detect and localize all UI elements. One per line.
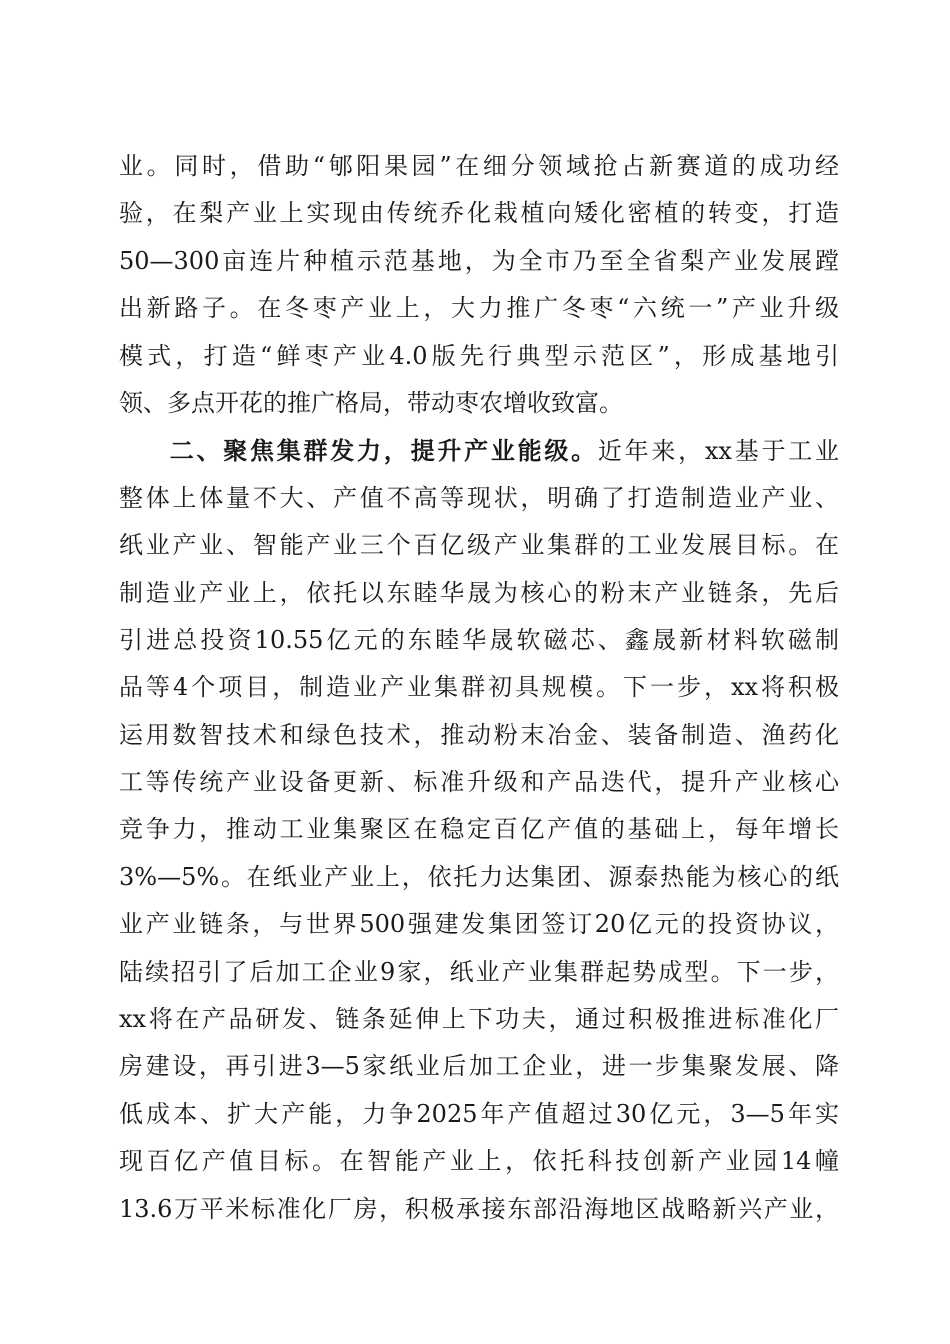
paragraph-2	[119, 427, 839, 1233]
text-line: 制造业产业上，依托以东睦华晟为核心的粉末产业链条，先后	[119, 578, 839, 607]
text-line: 品等4个项目，制造业产业集群初具规模。下一步，xx将积极	[119, 673, 839, 702]
paragraph-2-first-line	[119, 427, 839, 474]
text-line: 运用数智技术和绿色技术，推动粉末冶金、装备制造、渔药化	[119, 720, 839, 749]
text-line: 整体上体量不大、产值不高等现状，明确了打造制造业产业、	[119, 483, 839, 512]
text-line: 引进总投资10.55亿元的东睦华晟软磁芯、鑫晟新材料软磁制	[119, 625, 839, 654]
section-heading: 二、聚焦集群发力，提升产业能级。	[167, 436, 598, 466]
document-body	[119, 143, 839, 1233]
text-line: 竞争力，推动工业集聚区在稳定百亿产值的基础上，每年增长	[119, 815, 839, 844]
text-line: 领、多点开花的推广格局，带动枣农增收致富。	[119, 388, 623, 417]
text-line: 验，在梨产业上实现由传统乔化栽植向矮化密植的转变，打造	[119, 199, 839, 228]
text-line: 纸业产业、智能产业三个百亿级产业集群的工业发展目标。在	[119, 531, 839, 560]
text-line: 陆续招引了后加工企业9家，纸业产业集群起势成型。下一步，	[119, 957, 839, 986]
text-line: 业产业链条，与世界500强建发集团签订20亿元的投资协议，	[119, 910, 839, 939]
paragraph-1	[119, 143, 839, 427]
text-line: 模式，打造“鲜枣产业4.0版先行典型示范区”，形成基地引	[119, 341, 839, 370]
text-line: 房建设，再引进3—5家纸业后加工企业，进一步集聚发展、降	[119, 1052, 839, 1081]
text-line: 业。同时，借助“郇阳果园”在细分领域抢占新赛道的成功经	[119, 152, 839, 180]
text-line: 出新路子。在冬枣产业上，大力推广冬枣“六统一”产业升级	[119, 294, 839, 323]
text-line: 工等传统产业设备更新、标准升级和产品迭代，提升产业核心	[119, 768, 839, 797]
text-line: xx将在产品研发、链条延伸上下功夫，通过积极推进标准化厂	[119, 1005, 839, 1034]
text-line: 50—300亩连片种植示范基地，为全市乃至全省梨产业发展蹚	[119, 246, 839, 275]
text-line: 3%—5%。在纸业产业上，依托力达集团、源泰热能为核心的纸	[119, 862, 839, 891]
text-line: 13.6万平米标准化厂房，积极承接东部沿海地区战略新兴产业，	[119, 1194, 839, 1223]
text-line: 低成本、扩大产能，力争2025年产值超过30亿元，3—5年实	[119, 1099, 839, 1128]
text-line: 现百亿产值目标。在智能产业上，依托科技创新产业园14幢	[119, 1147, 839, 1176]
first-line-text: 近年来，xx基于工业	[597, 437, 839, 466]
